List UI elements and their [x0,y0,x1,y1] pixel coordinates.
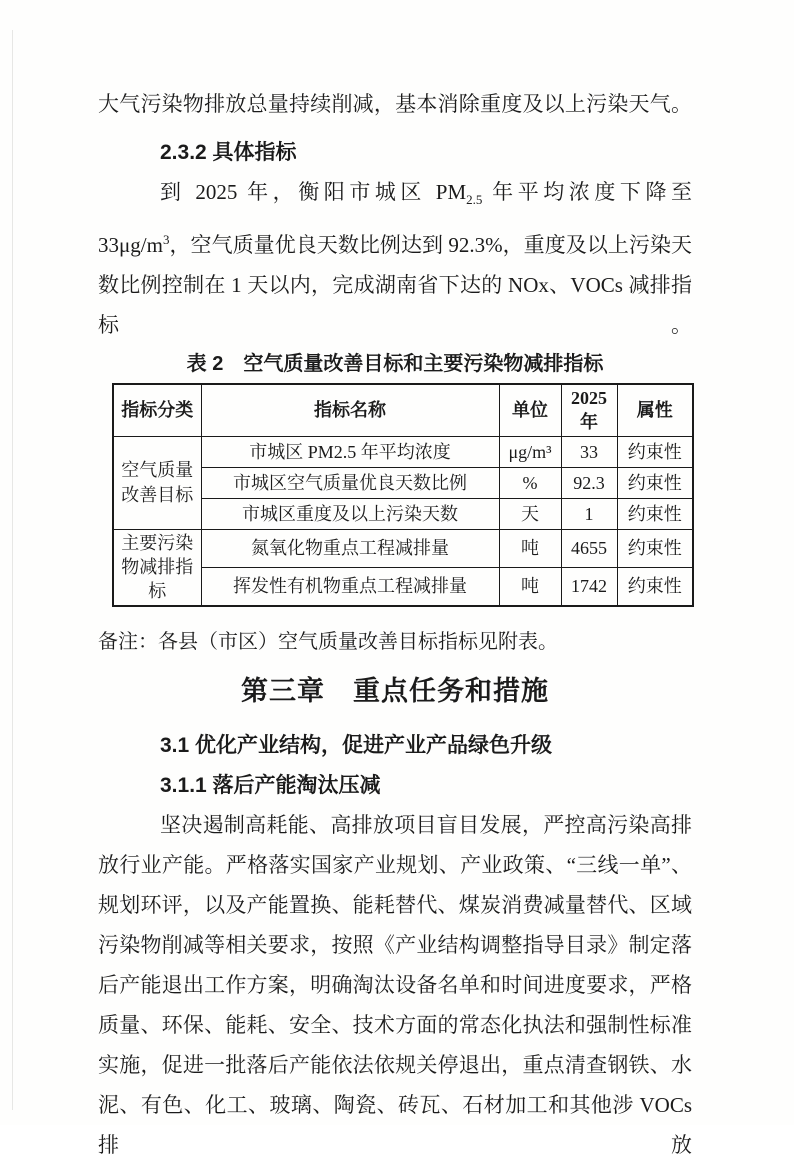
heading-3-1-1: 3.1.1 落后产能淘汰压减 [160,773,381,797]
attribute-cell: 约束性 [617,436,693,467]
unit-cell: μg/m³ [499,436,561,467]
indicator-name-cell: 氮氧化物重点工程减排量 [201,529,499,567]
paragraph-specific-targets [98,172,692,345]
table-title: 表 2 空气质量改善目标和主要污染物减排指标 [186,353,604,376]
paragraph-continuation: 大气污染物排放总量持续削减，基本消除重度及以上污染天气。 [98,92,692,116]
cubic-superscript: 3 [162,232,170,248]
indicator-name-cell: 市城区重度及以上污染天数 [201,498,499,529]
header-unit: 单位 [499,384,561,436]
attribute-cell: 约束性 [617,567,693,605]
attribute-cell: 约束性 [617,467,693,498]
value-cell: 4655 [561,529,617,567]
unit-cell: % [499,467,561,498]
text-segment: ，空气质量优良天数比例达到 92.3%，重度及以上污染天数比例控制在 1 天以内，完成湖南省下达的 NOx、VOCs 减排指标。 [98,233,692,338]
text-segment: 到 2025 年，衡阳市城区 PM [160,180,467,204]
scan-artifact-line [12,30,13,1110]
heading-3-1: 3.1 优化产业结构，促进产业产品绿色升级 [160,733,553,757]
table-note: 备注：各县（市区）空气质量改善目标指标见附表。 [98,630,558,653]
attribute-cell: 约束性 [617,498,693,529]
category-cell-pollutant-reduction: 主要污染物减排指标 [113,529,201,605]
attribute-cell: 约束性 [617,529,693,567]
header-indicator-name: 指标名称 [201,384,499,436]
table-row [113,436,693,467]
table-row [113,529,693,567]
unit-cell: 天 [499,498,561,529]
text-segment: 年平均浓度下降至 33μg/m [98,180,692,258]
paragraph-measures: 坚决遏制高耗能、高排放项目盲目发展，严控高污染高排放行业产能。严格落实国家产业规划、产业政策、“三线一单”、规划环评，以及产能置换、能耗替代、煤炭消费减量替代、区域污染物削减等相关要求，按照《产业结构调整指导目录》制定落后产能退出工作方案，明确淘汰设备名单和时间进度要求，严格质量、环保、能耗、安全、技术方面的常态化执法和强制性标准实施，促进一批落后产能依法依规关停退出，重点清查钢铁、水泥、有色、化工、玻璃、陶瓷、砖瓦、石材加工和其他涉 VOCs 排放 [98,812,692,1157]
indicator-name-cell: 市城区 PM2.5 年平均浓度 [201,436,499,467]
header-category: 指标分类 [113,384,201,436]
header-year-2025: 2025 年 [561,384,617,436]
page-content [98,84,692,1165]
header-attribute: 属性 [617,384,693,436]
value-cell: 33 [561,436,617,467]
heading-2-3-2: 2.3.2 具体指标 [160,141,297,164]
unit-cell: 吨 [499,529,561,567]
air-quality-targets-table [112,383,694,606]
value-cell: 92.3 [561,467,617,498]
unit-cell: 吨 [499,567,561,605]
category-cell-air-quality: 空气质量改善目标 [113,436,201,529]
value-cell: 1 [561,498,617,529]
indicator-name-cell: 市城区空气质量优良天数比例 [201,467,499,498]
chapter-heading: 第三章 重点任务和措施 [241,675,549,706]
indicator-name-cell: 挥发性有机物重点工程减排量 [201,567,499,605]
table-header-row [113,384,693,436]
pm25-subscript: 2.5 [466,192,483,208]
value-cell: 1742 [561,567,617,605]
